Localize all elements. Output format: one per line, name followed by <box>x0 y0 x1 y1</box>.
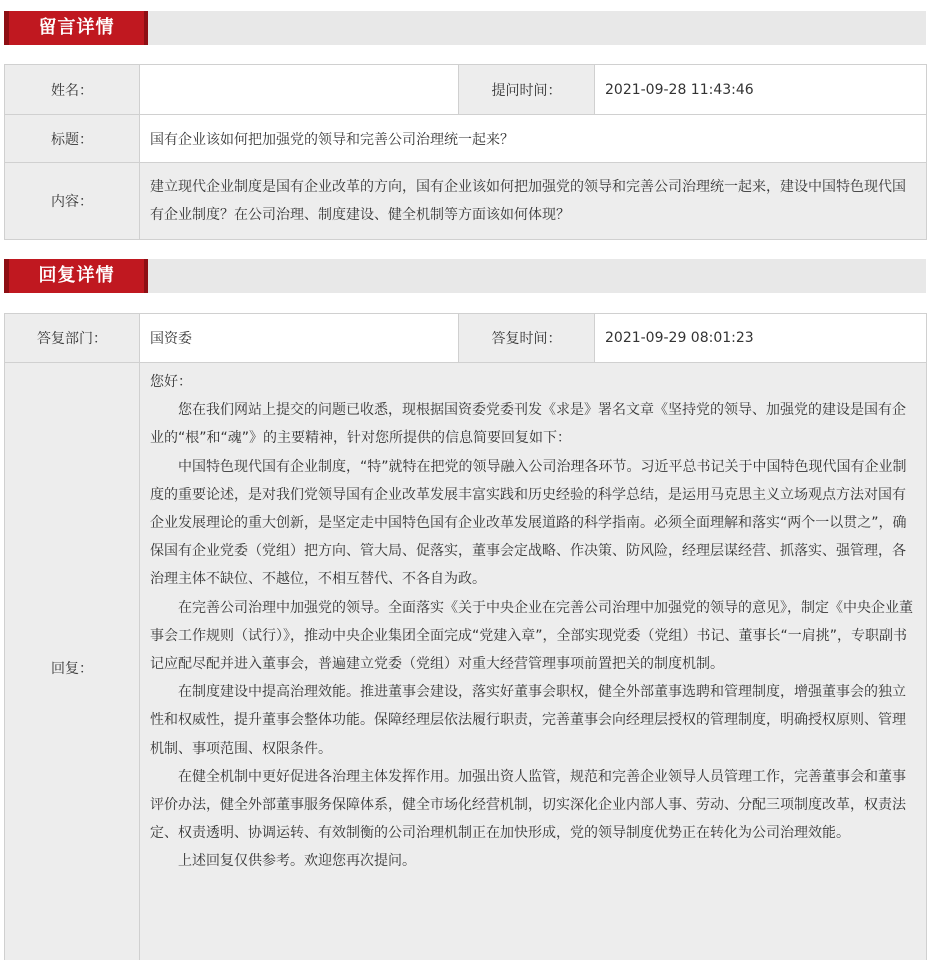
name-row <box>5 65 927 115</box>
reply-body <box>140 363 926 876</box>
reply-section-header <box>4 259 926 293</box>
reply-details-table <box>4 313 927 960</box>
reply-time-value: 2021-09-29 08:01:23 <box>595 314 927 363</box>
reply-paragraph: 在健全机制中更好促进各治理主体发挥作用。加强出资人监管，规范和完善企业领导人员管理工作，完善董事会和董事评价办法，健全外部董事服务保障体系，健全市场化经营机制，切实深化企业内部人事、劳动、分配三项制度改革，权责法定、权责透明、协调运转、有效制衡的公司治理机制正在加快形成，党的领导制度优势正在转化为公司治理效能。 <box>150 768 906 842</box>
subject-value: 国有企业该如何把加强党的领导和完善公司治理统一起来？ <box>140 115 927 163</box>
reply-paragraph: 您在我们网站上提交的问题已收悉，现根据国资委党委刊发《求是》署名文章《坚持党的领导、加强党的建设是国有企业的“根”和“魂”》的主要精神，针对您所提供的信息简要回复如下： <box>150 402 906 447</box>
subject-row <box>5 115 927 163</box>
name-value <box>140 65 459 115</box>
question-time-value: 2021-09-28 11:43:46 <box>595 65 927 115</box>
content-row <box>5 163 927 240</box>
reply-row <box>5 363 927 960</box>
dept-row <box>5 314 927 363</box>
reply-content <box>140 363 927 960</box>
question-time-label: 提问时间： <box>459 65 595 115</box>
name-label: 姓名： <box>5 65 140 115</box>
reply-label: 回复： <box>5 363 140 960</box>
reply-section-title: 回复详情 <box>4 259 148 293</box>
subject-label: 标题： <box>5 115 140 163</box>
content-value: 建立现代企业制度是国有企业改革的方向，国有企业该如何把加强党的领导和完善公司治理统一起来，建设中国特色现代国有企业制度？在公司治理、制度建设、健全机制等方面该如何体现？ <box>140 163 927 240</box>
reply-time-label: 答复时间： <box>459 314 595 363</box>
reply-greeting: 您好： <box>150 374 192 390</box>
reply-closing: 上述回复仅供参考。欢迎您再次提问。 <box>178 853 416 870</box>
message-details-table <box>4 64 927 240</box>
reply-dept-label: 答复部门： <box>5 314 140 363</box>
reply-dept-value: 国资委 <box>140 314 459 363</box>
reply-paragraph: 在制度建设中提高治理效能。推进董事会建设，落实好董事会职权，健全外部董事选聘和管理制度，增强董事会的独立性和权威性，提升董事会整体功能。保障经理层依法履行职责，完善董事会向经理层授权的管理制度，明确授权原则、管理机制、事项范围、权限条件。 <box>150 684 906 757</box>
reply-paragraph: 在完善公司治理中加强党的领导。全面落实《关于中央企业在完善公司治理中加强党的领导的意见》，制定《中央企业董事会工作规则（试行）》，推动中央企业集团全面完成“党建入章”，全部实现党委（党组）书记、董事长“一肩挑”，专职副书记应配尽配并进入董事会，普遍建立党委（党组）对重大经营管理事项前置把关的制度机制。 <box>150 599 913 673</box>
message-section-header <box>4 11 926 45</box>
content-label: 内容： <box>5 163 140 240</box>
reply-paragraph: 中国特色现代国有企业制度，“特”就特在把党的领导融入公司治理各环节。习近平总书记关于中国特色现代国有企业制度的重要论述，是对我们党领导国有企业改革发展丰富实践和历史经验的科学总结，是运用马克思主义立场观点方法对国有企业发展理论的重大创新，是坚定走中国特色国有企业改革发展道路的科学指南。必须全面理解和落实“两个一以贯之”，确保国有企业党委（党组）把方向、管大局、促落实，董事会定战略、作决策、防风险，经理层谋经营、抓落实、强管理，各治理主体不缺位、不越位，不相互替代、不各自为政。 <box>150 458 907 588</box>
message-section-title: 留言详情 <box>4 11 148 45</box>
